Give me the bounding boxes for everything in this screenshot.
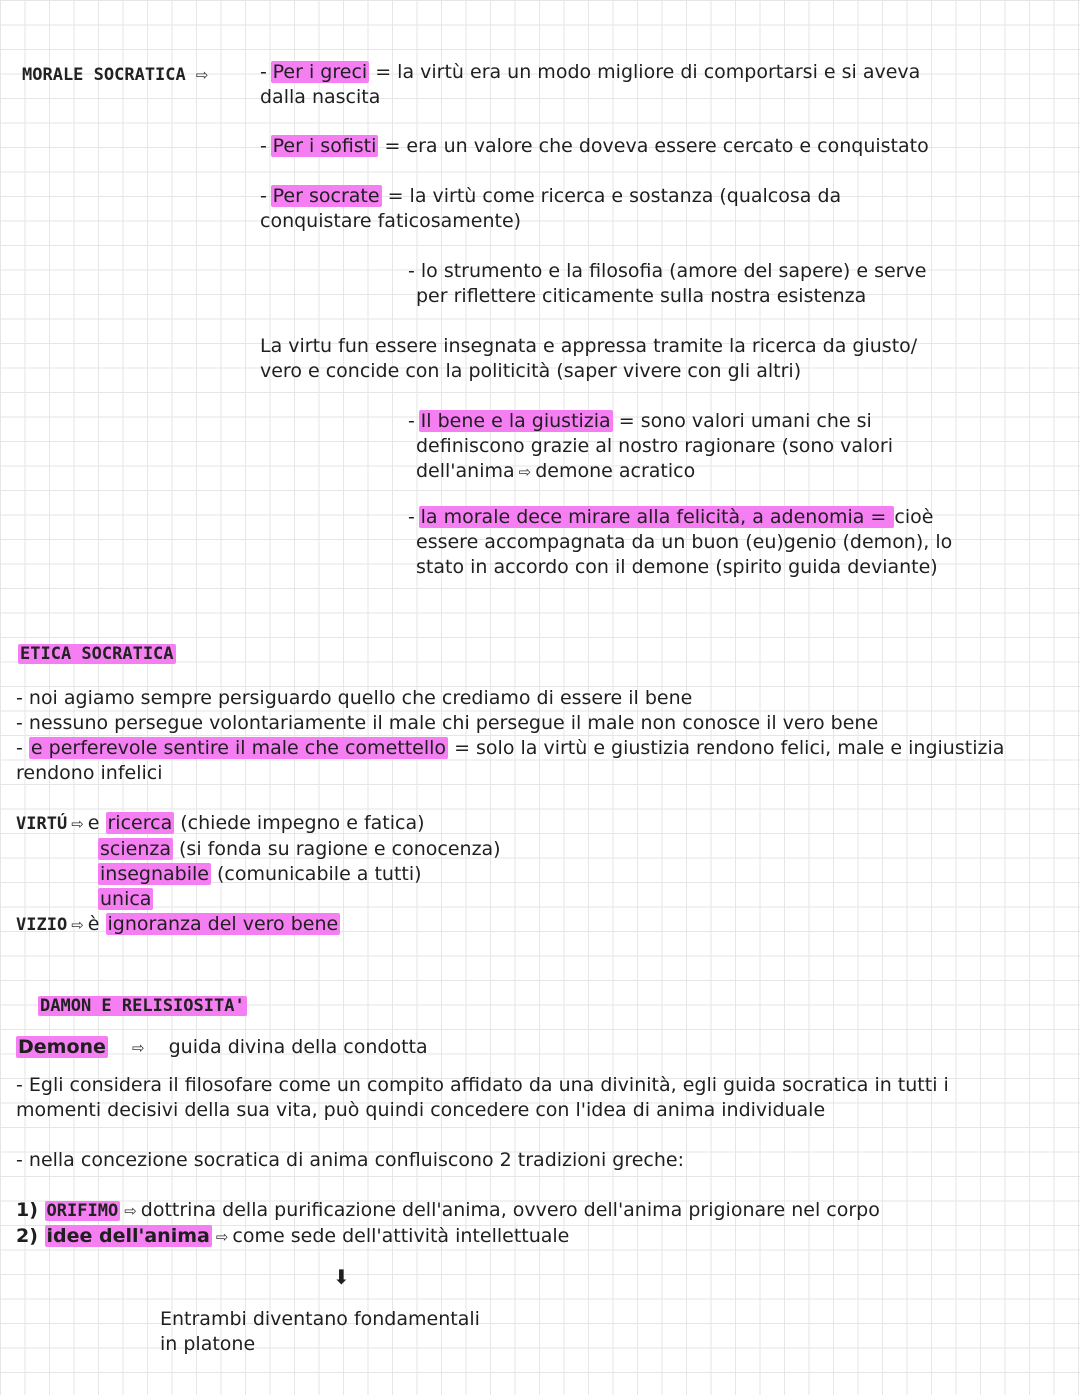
etica-line-2: - nessuno persegue volontariamente il male chi persegue il male non conosce il vero bene (16, 712, 879, 734)
tradition-1-num: 1) (16, 1199, 45, 1221)
tradition-1-label: ORIFIMO (46, 1201, 119, 1221)
etica-list (16, 686, 1004, 786)
etica-line-1: - noi agiamo sempre persiguardo quello che crediamo di essere il bene (16, 687, 693, 709)
strumento-line-2: per riflettere citicamente sulla nostra esistenza (416, 285, 867, 307)
greci-label: Per i greci (272, 61, 368, 83)
conclusion (160, 1307, 480, 1357)
etica-line-3-prefix: - (16, 737, 29, 759)
damon-paragraph-1 (16, 1073, 949, 1123)
felicita-label: la morale dece mirare alla felicità, a adenomia = (420, 506, 893, 528)
tradition-2-text: come sede dell'attività intellettuale (232, 1225, 570, 1247)
morale-block-header (22, 62, 212, 88)
socrate-text: = la virtù come ricerca e sostanza (qualcosa da (381, 185, 842, 207)
traditions-list (16, 1198, 880, 1250)
greci-note: - Per i greci = la virtù era un modo migliore di comportarsi e si aveva dalla nascita (260, 61, 921, 108)
insegnabile-label: insegnabile (100, 863, 209, 885)
socrate-text-2: conquistare faticosamente) (260, 210, 522, 232)
vizio-highlight: ignoranza del vero bene (107, 913, 339, 935)
damon-paragraph-2 (16, 1148, 684, 1173)
ricerca-label: ricerca (107, 812, 173, 834)
arrow-icon: ⇨ (215, 1228, 229, 1246)
virtu-list (16, 811, 501, 938)
virtu-line-1: La virtu fun essere insegnata e appressa tramite la ricerca da giusto/ (260, 335, 918, 357)
section-title-morale: MORALE SOCRATICA (22, 65, 186, 85)
demone-definition (16, 1035, 428, 1061)
felicita-text-2: essere accompagnata da un buon (eu)genio (demon), lo (416, 531, 953, 553)
socrate-label: Per socrate (272, 185, 380, 207)
bene-text-3a: dell'anima (416, 460, 515, 482)
bene-text-3b: demone acratico (535, 460, 696, 482)
etica-line-3-highlight: e perferevole sentire il male che comettello (30, 737, 447, 759)
damon-p2: - nella concezione socratica di anima confluiscono 2 tradizioni greche: (16, 1149, 684, 1171)
arrow-icon: ⇨ (195, 66, 209, 84)
ricerca-note: (chiede impegno e fatica) (174, 812, 425, 834)
scienza-label: scienza (100, 838, 171, 860)
arrow-icon: ⇨ (518, 463, 532, 481)
bene-label: Il bene e la giustizia (420, 410, 611, 432)
bene-text-2: definiscono grazie al nostro ragionare (sono valori (416, 435, 893, 457)
vizio-pre: è (87, 913, 106, 935)
sofisti-text: = era un valore che doveva essere cercato e conquistato (378, 135, 929, 157)
section-title-damon: DAMON E RELISIOSITA' (40, 996, 245, 1016)
vizio-label: VIZIO (16, 915, 68, 935)
felicita-text-1: cioè (894, 506, 934, 528)
arrow-icon: ⇨ (124, 1202, 137, 1220)
etica-line-3-rest: = solo la virtù e giustizia rendono felici, male e ingiustizia (448, 737, 1005, 759)
arrow-icon: ⇨ (71, 815, 84, 833)
virtu-paragraph (260, 334, 917, 384)
sofisti-label: Per i sofisti (272, 135, 377, 157)
etica-line-4: rendono infelici (16, 762, 163, 784)
section-title-etica: ETICA SOCRATICA (20, 644, 174, 664)
greci-text: = la virtù era un modo migliore di comportarsi e si aveva (369, 61, 921, 83)
sofisti-note: - Per i sofisti = era un valore che doveva essere cercato e conquistato (260, 135, 929, 157)
bene-text-1: = sono valori umani che si (612, 410, 872, 432)
strumento-line-1: - lo strumento e la filosofia (amore del sapere) e serve (408, 260, 927, 282)
tradition-2-num: 2) (16, 1225, 45, 1247)
conclusion-line-2: in platone (160, 1333, 256, 1355)
conclusion-line-1: Entrambi diventano fondamentali (160, 1308, 480, 1330)
arrow-icon: ⇨ (71, 916, 84, 934)
virtu-e: e (87, 812, 106, 834)
tradition-1-text: dottrina della purificazione dell'anima, ovvero dell'anima prigionare nel corpo (140, 1199, 880, 1221)
damon-p1-line-2: momenti decisivi della sua vita, può quindi concedere con l'idea di anima individuale (16, 1099, 826, 1121)
felicita-text-3: stato in accordo con il demone (spirito guida deviante) (416, 556, 938, 578)
virtu-line-2: vero e concide con la politicità (saper vivere con gli altri) (260, 360, 802, 382)
virtu-label: VIRTÚ (16, 814, 68, 834)
greci-text-2: dalla nascita (260, 86, 381, 108)
felicita-note: - la morale dece mirare alla felicità, a adenomia = cioè essere accompagnata da un buon (eu)genio (demon), lo stato in accordo con il demone (spirito guida deviante) (408, 506, 953, 578)
damon-header (38, 993, 247, 1019)
insegnabile-note: (comunicabile a tutti) (210, 863, 422, 885)
down-arrow-icon: ⬇ (333, 1265, 350, 1289)
unica-label: unica (100, 888, 152, 910)
etica-header (18, 641, 176, 667)
arrow-icon: ⇨ (131, 1039, 145, 1057)
strumento-note (408, 259, 926, 309)
scienza-note: (si fonda su ragione e conocenza) (172, 838, 501, 860)
tradition-2-label: idee dell'anima (46, 1225, 210, 1247)
bene-note: - Il bene e la giustizia = sono valori umani che si definiscono grazie al nostro ragionare (sono valori dell'anima ⇨ demone acratico (408, 409, 893, 485)
demone-def: guida divina della condotta (168, 1036, 428, 1058)
socrate-note: - Per socrate = la virtù come ricerca e sostanza (qualcosa da conquistare faticosamente) (260, 185, 842, 232)
demone-label: Demone (18, 1036, 106, 1058)
damon-p1-line-1: - Egli considera il filosofare come un compito affidato da una divinità, egli guida socratica in tutti i (16, 1074, 949, 1096)
